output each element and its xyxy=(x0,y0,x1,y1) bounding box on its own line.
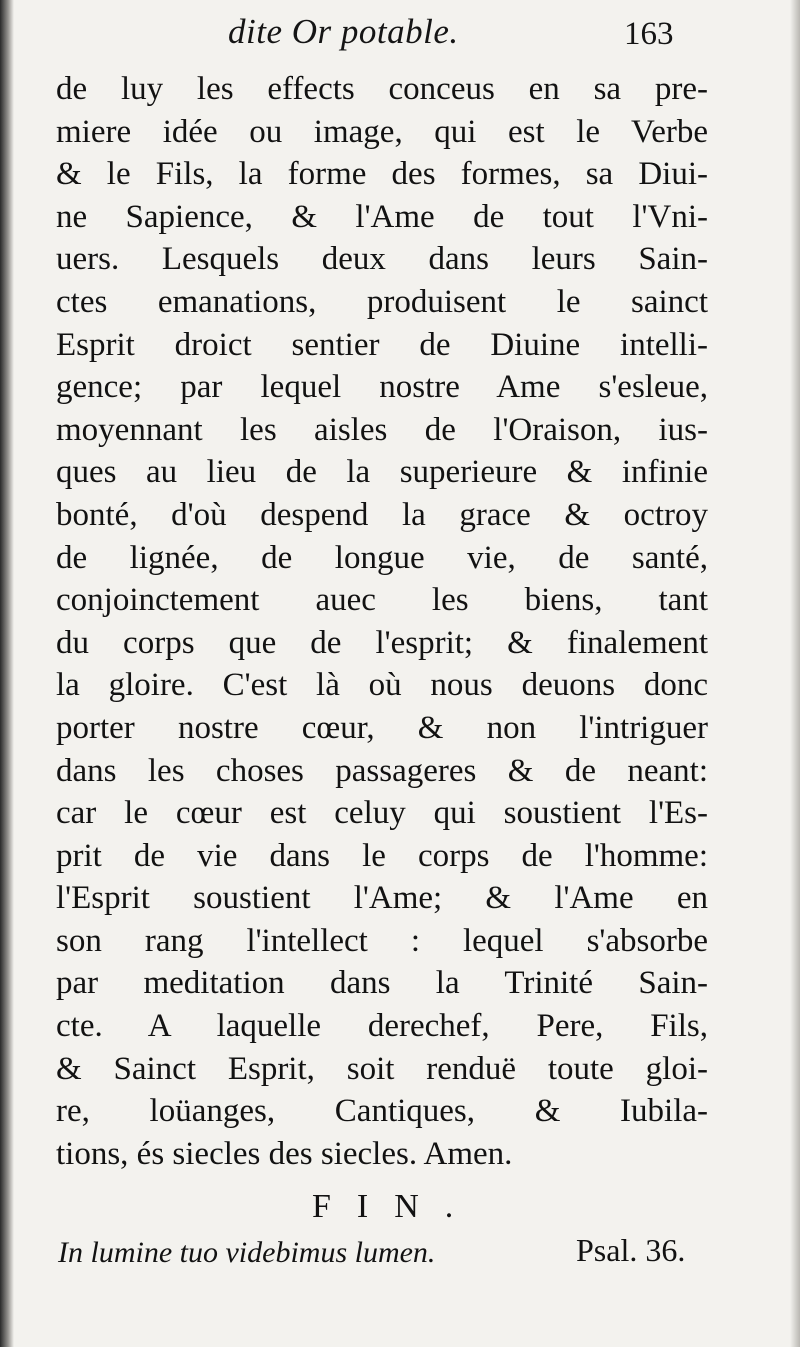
page-number: 163 xyxy=(624,16,674,52)
text-line: Esprit droict sentier de Diuine intelli- xyxy=(56,326,708,363)
text-line: tions, és siecles des siecles. Amen. xyxy=(56,1135,513,1172)
motto-reference: Psal. 36. xyxy=(576,1232,686,1268)
text-line: de lignée, de longue vie, de santé, xyxy=(56,539,708,576)
text-line: son rang l'intellect : lequel s'absorbe xyxy=(56,922,708,959)
closing-motto: In lumine tuo videbimus lumen. xyxy=(58,1236,436,1269)
text-line: porter nostre cœur, & non l'intriguer xyxy=(56,709,708,746)
text-line: dans les choses passageres & de neant: xyxy=(56,752,708,789)
running-head: dite Or potable. xyxy=(228,12,459,51)
text-line: ne Sapience, & l'Ame de tout l'Vni- xyxy=(56,198,708,235)
text-line: re, loüanges, Cantiques, & Iubila- xyxy=(56,1093,708,1130)
text-line: la gloire. C'est là où nous deuons donc xyxy=(56,667,708,704)
text-line: & Sainct Esprit, soit renduë toute gloi- xyxy=(56,1050,708,1087)
text-line: moyennant les aisles de l'Oraison, ius- xyxy=(56,411,708,448)
text-line: l'Esprit soustient l'Ame; & l'Ame en xyxy=(56,880,708,917)
page-edge-shadow xyxy=(790,0,800,1347)
text-line: cte. A laquelle derechef, Pere, Fils, xyxy=(56,1008,708,1045)
text-line: miere idée ou image, qui est le Verbe xyxy=(56,113,708,150)
text-line: du corps que de l'esprit; & finalement xyxy=(56,624,708,661)
text-line: bonté, d'où despend la grace & octroy xyxy=(56,496,708,533)
finis-heading: FIN. xyxy=(312,1188,480,1225)
text-line: & le Fils, la forme des formes, sa Diui- xyxy=(56,156,708,193)
text-line: gence; par lequel nostre Ame s'esleue, xyxy=(56,369,708,406)
gutter-shadow xyxy=(0,0,14,1347)
text-line: ctes emanations, produisent le sainct xyxy=(56,283,708,320)
text-line: car le cœur est celuy qui soustient l'Es- xyxy=(56,795,708,832)
body-text xyxy=(56,68,708,1175)
text-line: conjoinctement auec les biens, tant xyxy=(56,582,708,619)
text-line: par meditation dans la Trinité Sain- xyxy=(56,965,708,1002)
text-line: ques au lieu de la superieure & infinie xyxy=(56,454,708,491)
text-line: de luy les effects conceus en sa pre- xyxy=(56,71,708,107)
text-line: uers. Lesquels deux dans leurs Sain- xyxy=(56,241,708,278)
text-line: prit de vie dans le corps de l'homme: xyxy=(56,837,708,874)
